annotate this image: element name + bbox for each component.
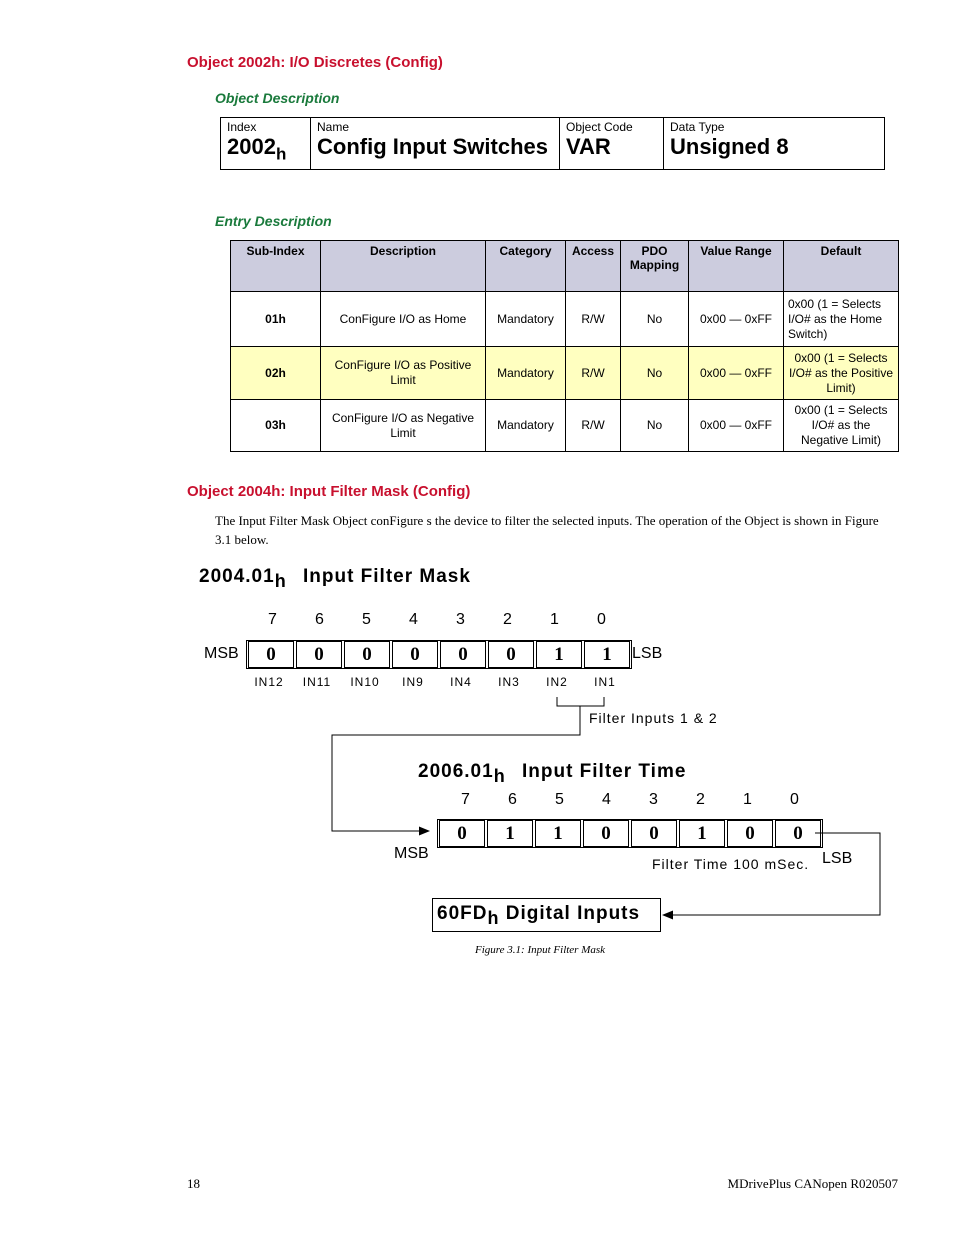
mask-bit: 0 bbox=[344, 641, 390, 668]
cell-category: Mandatory bbox=[486, 347, 566, 400]
time-title-sub: h bbox=[493, 765, 506, 786]
cell-category: Mandatory bbox=[486, 292, 566, 347]
bit-number: 1 bbox=[550, 611, 559, 628]
cell-description: ConFigure I/O as Home bbox=[321, 292, 486, 347]
cell-range: 0x00 — 0xFF bbox=[689, 400, 784, 452]
cell-sub-index: 02h bbox=[231, 347, 321, 400]
time-bit: 0 bbox=[583, 820, 629, 847]
bit-number: 6 bbox=[315, 611, 324, 628]
digital-text: Digital Inputs bbox=[505, 903, 641, 924]
index-label: Index bbox=[227, 120, 257, 134]
arrow-head-icon bbox=[662, 911, 673, 920]
bit-number: 1 bbox=[743, 791, 752, 808]
cell-default: 0x00 (1 = Selects I/O# as the Negative Limit) bbox=[784, 400, 899, 452]
col-sub-index: Sub-Index bbox=[231, 241, 321, 292]
time-title bbox=[418, 761, 686, 787]
cell-category: Mandatory bbox=[486, 400, 566, 452]
object-code-value: VAR bbox=[566, 134, 611, 159]
input-label: IN1 bbox=[594, 675, 616, 689]
col-pdo-mapping: PDO Mapping bbox=[621, 241, 689, 292]
section-heading-2002: Object 2002h: I/O Discretes (Config) bbox=[187, 54, 443, 71]
page-number: 18 bbox=[187, 1176, 200, 1191]
input-label: IN4 bbox=[450, 675, 472, 689]
bit-number: 7 bbox=[461, 791, 470, 808]
cell-default: 0x00 (1 = Selects I/O# as the Home Switch) bbox=[784, 292, 899, 347]
cell-range: 0x00 — 0xFF bbox=[689, 347, 784, 400]
col-access: Access bbox=[566, 241, 621, 292]
time-title-text: Input Filter Time bbox=[521, 761, 687, 782]
time-lsb-label: LSB bbox=[822, 850, 853, 867]
index-value: 2002 bbox=[227, 134, 276, 159]
bit-number: 4 bbox=[602, 791, 611, 808]
data-type-label: Data Type bbox=[670, 120, 725, 134]
time-bit: 0 bbox=[775, 820, 821, 847]
mask-bit: 0 bbox=[488, 641, 534, 668]
digital-num: 60FD bbox=[437, 903, 488, 924]
mask-bit: 0 bbox=[296, 641, 342, 668]
bit-number: 2 bbox=[696, 791, 705, 808]
bit-number: 0 bbox=[790, 791, 799, 808]
time-bit: 1 bbox=[679, 820, 725, 847]
mask-title-num: 2004.01 bbox=[199, 566, 275, 587]
col-category: Category bbox=[486, 241, 566, 292]
bit-number: 5 bbox=[555, 791, 564, 808]
col-default: Default bbox=[784, 241, 899, 292]
mask-bit: 1 bbox=[536, 641, 582, 668]
mask-lsb-label: LSB bbox=[632, 645, 663, 662]
mask-msb-label: MSB bbox=[204, 645, 239, 662]
cell-pdo: No bbox=[621, 400, 689, 452]
object-description-heading: Object Description bbox=[215, 90, 340, 106]
input-label: IN9 bbox=[402, 675, 424, 689]
time-bit: 1 bbox=[487, 820, 533, 847]
bit-number: 4 bbox=[409, 611, 418, 628]
name-label: Name bbox=[317, 120, 350, 134]
cell-default: 0x00 (1 = Selects I/O# as the Positive Limit) bbox=[784, 347, 899, 400]
time-bit-register bbox=[437, 819, 823, 848]
mask-bit: 0 bbox=[392, 641, 438, 668]
entry-description-heading: Entry Description bbox=[215, 213, 332, 229]
cell-sub-index: 01h bbox=[231, 292, 321, 347]
input-label: IN12 bbox=[254, 675, 284, 689]
time-bit: 0 bbox=[727, 820, 773, 847]
col-value-range: Value Range bbox=[689, 241, 784, 292]
bit-number: 5 bbox=[362, 611, 371, 628]
mask-title-text: Input Filter Mask bbox=[302, 566, 471, 587]
index-sub: h bbox=[275, 144, 287, 164]
bit-number: 6 bbox=[508, 791, 517, 808]
input-label: IN3 bbox=[498, 675, 520, 689]
col-description: Description bbox=[321, 241, 486, 292]
document-id: MDrivePlus CANopen R020507 bbox=[727, 1176, 898, 1191]
bit-number: 3 bbox=[649, 791, 658, 808]
object-code-label: Object Code bbox=[566, 120, 633, 134]
cell-pdo: No bbox=[621, 347, 689, 400]
filter-time-note: Filter Time 100 mSec. bbox=[652, 856, 810, 872]
time-title-num: 2006.01 bbox=[418, 761, 494, 782]
cell-pdo: No bbox=[621, 292, 689, 347]
time-bit: 0 bbox=[439, 820, 485, 847]
input-label: IN10 bbox=[350, 675, 380, 689]
cell-description: ConFigure I/O as Negative Limit bbox=[321, 400, 486, 452]
mask-bit: 0 bbox=[440, 641, 486, 668]
time-msb-label: MSB bbox=[394, 845, 429, 862]
time-bit: 0 bbox=[631, 820, 677, 847]
name-value: Config Input Switches bbox=[317, 134, 548, 159]
cell-range: 0x00 — 0xFF bbox=[689, 292, 784, 347]
cell-sub-index: 03h bbox=[231, 400, 321, 452]
input-label: IN11 bbox=[302, 675, 332, 689]
time-bit-numbers bbox=[442, 791, 818, 809]
figure-caption: Figure 3.1: Input Filter Mask bbox=[475, 944, 606, 956]
section-body-text: The Input Filter Mask Object conFigure s the device to filter the selected inputs. The operation of the Object is shown in Figure 3.1 below. bbox=[215, 513, 879, 547]
data-type-value: Unsigned 8 bbox=[670, 134, 789, 159]
bracket-line bbox=[557, 697, 604, 706]
cell-access: R/W bbox=[566, 400, 621, 452]
time-bit: 1 bbox=[535, 820, 581, 847]
cell-access: R/W bbox=[566, 347, 621, 400]
filter-inputs-label: Filter Inputs 1 & 2 bbox=[589, 710, 718, 726]
cell-description: ConFigure I/O as Positive Limit bbox=[321, 347, 486, 400]
input-label: IN2 bbox=[546, 675, 568, 689]
bit-number: 7 bbox=[268, 611, 277, 628]
arrow-head-icon bbox=[419, 827, 430, 836]
bit-number: 0 bbox=[597, 611, 606, 628]
bit-number: 3 bbox=[456, 611, 465, 628]
digital-inputs-box bbox=[432, 898, 661, 932]
mask-bit: 1 bbox=[584, 641, 630, 668]
section-heading-2004: Object 2004h: Input Filter Mask (Config) bbox=[187, 483, 471, 500]
mask-bit: 0 bbox=[248, 641, 294, 668]
mask-title-sub: h bbox=[274, 570, 287, 591]
cell-access: R/W bbox=[566, 292, 621, 347]
digital-sub: h bbox=[487, 907, 500, 928]
bit-number: 2 bbox=[503, 611, 512, 628]
